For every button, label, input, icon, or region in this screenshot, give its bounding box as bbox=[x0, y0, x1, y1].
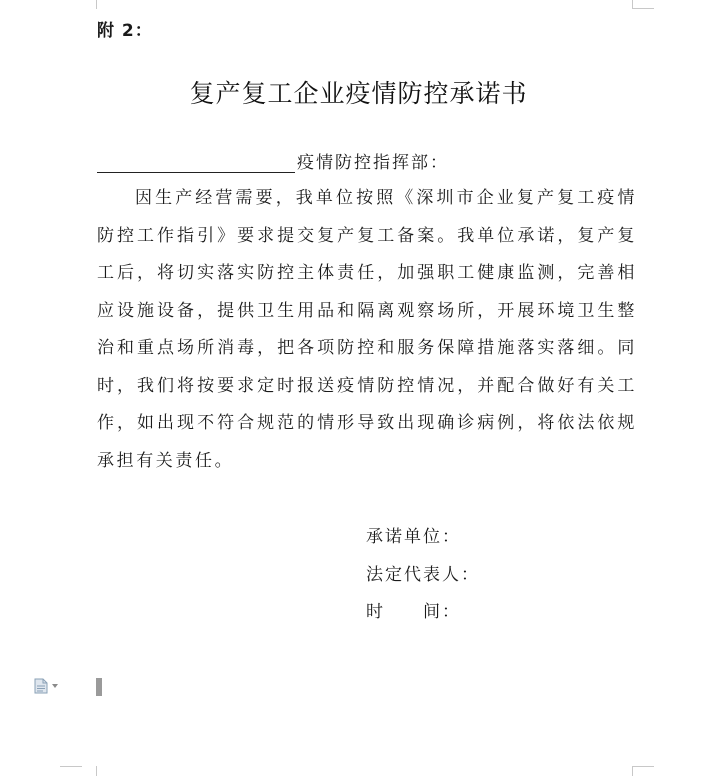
page-corner-mark-bottom-right-h bbox=[632, 766, 654, 767]
document-title: 复产复工企业疫情防控承诺书 bbox=[189, 79, 528, 108]
paste-options-chevron-down-icon[interactable] bbox=[52, 684, 58, 688]
signature-block bbox=[366, 519, 480, 632]
recipient-line bbox=[97, 148, 449, 173]
attachment-label: 附 2： bbox=[97, 21, 153, 41]
text-cursor-marker bbox=[96, 678, 102, 696]
recipient-suffix: 疫情防控指挥部： bbox=[297, 153, 449, 173]
document-paste-icon[interactable] bbox=[34, 678, 48, 694]
recipient-blank-underline[interactable] bbox=[97, 154, 295, 173]
page-corner-mark-top-right-h bbox=[632, 8, 654, 9]
page-corner-mark-top-left bbox=[82, 0, 97, 9]
signature-representative-label: 法定代表人： bbox=[366, 564, 480, 585]
signature-time-label: 时 间： bbox=[366, 602, 461, 622]
page-corner-mark-bottom-left-h bbox=[60, 766, 82, 767]
signature-unit-label: 承诺单位： bbox=[366, 527, 461, 547]
body-paragraph: 因生产经营需要，我单位按照《深圳市企业复产复工疫情防控工作指引》要求提交复产复工备案。我单位承诺，复产复工后，将切实落实防控主体责任，加强职工健康监测，完善相应设施设备，提供卫生用品和隔离观察场所，开展环境卫生整治和重点场所消毒，把各项防控和服务保障措施落实落细。同时，我们将按要求定时报送疫情防控情况，并配合做好有关工作，如出现不符合规范的情形导致出现确诊病例，将依法依规承担有关责任。 bbox=[97, 188, 637, 471]
